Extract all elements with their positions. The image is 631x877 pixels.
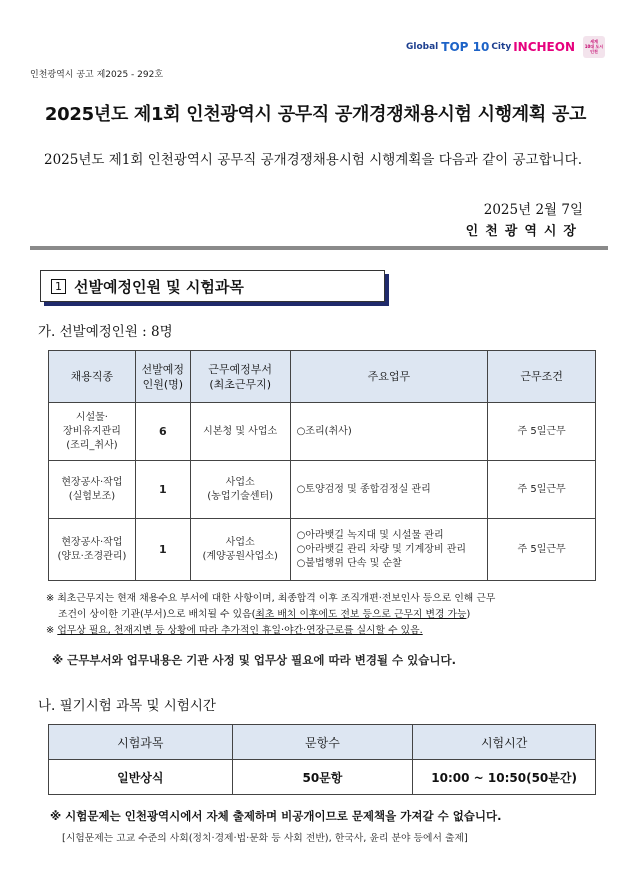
cell-subject: 일반상식 xyxy=(49,760,233,795)
incheon-logo xyxy=(406,36,605,58)
intro-paragraph: 2025년도 제1회 인천광역시 공무직 공개경쟁채용시험 시행계획을 다음과 같이 공고합니다. xyxy=(44,152,583,168)
section-number: 1 xyxy=(51,279,66,294)
section-heading xyxy=(40,270,385,302)
header-duties: 주요업무 xyxy=(290,351,488,403)
cell-time: 10:00 ~ 10:50(50분간) xyxy=(413,760,596,795)
cell-dept: 사업소 (계양공원사업소) xyxy=(190,519,290,581)
signer: 인천광역시장 xyxy=(465,224,583,239)
header-subject: 시험과목 xyxy=(49,725,233,760)
note-overtime: ※ 업무상 필요, 천재지변 등 상황에 따라 추가적인 휴일·야간·연장근로를 실시할 수 있음. xyxy=(46,625,423,636)
note-exam-scope: [시험문제는 고교 수준의 사회(정치·경제·법·문화 등 사회 전반), 한국사, 윤리 분야 등에서 출제] xyxy=(62,833,468,844)
cell-dept: 시본청 및 사업소 xyxy=(190,403,290,461)
header-job: 채용직종 xyxy=(49,351,136,403)
cell-duties: ○토양검정 및 종합검정실 관리 xyxy=(290,461,488,519)
notice-number: 인천광역시 공고 제2025 - 292호 xyxy=(30,70,164,80)
recruitment-table xyxy=(48,350,596,581)
note-workplace-cont: 조건이 상이한 기관(부서)으로 배치될 수 있음(최초 배치 이후에도 전보 등으로 근무지 변경 가능) xyxy=(58,609,471,620)
header-questions: 문항수 xyxy=(232,725,413,760)
exam-table xyxy=(48,724,596,795)
cell-duties: ○아라뱃길 녹지대 및 시설물 관리 ○아라뱃길 관리 차량 및 기계장비 관리 ○불법행위 단속 및 순찰 xyxy=(290,519,488,581)
table-row xyxy=(49,403,596,461)
cell-job: 현장공사·작업 (실험보조) xyxy=(49,461,136,519)
cell-questions: 50문항 xyxy=(232,760,413,795)
notice-date: 2025년 2월 7일 xyxy=(483,202,583,218)
header-conditions: 근무조건 xyxy=(488,351,596,403)
section-title: 선발예정인원 및 시험과목 xyxy=(74,277,244,296)
cell-job: 현장공사·작업 (양묘·조경관리) xyxy=(49,519,136,581)
logo-incheon-text: INCHEON xyxy=(513,40,575,54)
note-dept-change: ※ 근무부서와 업무내용은 기관 사정 및 업무상 필요에 따라 변경될 수 있습니다. xyxy=(52,653,456,667)
cell-job: 시설물· 장비유지관리 (조리_취사) xyxy=(49,403,136,461)
note-exam-nondisclosure: ※ 시험문제는 인천광역시에서 자체 출제하며 비공개이므로 문제책을 가져갈 수 없습니다. xyxy=(50,809,502,823)
table-header-row xyxy=(49,351,596,403)
cell-count: 1 xyxy=(135,519,190,581)
cell-conditions: 주 5일근무 xyxy=(488,403,596,461)
recruitment-notes xyxy=(46,591,602,639)
table-row xyxy=(49,760,596,795)
logo-global-text: Global xyxy=(406,42,439,52)
table-row xyxy=(49,519,596,581)
cell-count: 6 xyxy=(135,403,190,461)
subheading-recruitment: 가. 선발예정인원 : 8명 xyxy=(38,324,173,340)
logo-city-text: City xyxy=(491,42,512,52)
cell-conditions: 주 5일근무 xyxy=(488,519,596,581)
logo-badge-icon: 세계 10대 도시 인천 xyxy=(583,36,605,58)
page-title: 2025년도 제1회 인천광역시 공무직 공개경쟁채용시험 시행계획 공고 xyxy=(44,104,587,125)
note-workplace: ※ 최초근무지는 현재 채용수요 부서에 대한 사항이며, 최종합격 이후 조직개편·전보인사 등으로 인해 근무 xyxy=(46,593,496,604)
table-row xyxy=(49,461,596,519)
cell-conditions: 주 5일근무 xyxy=(488,461,596,519)
cell-duties: ○조리(취사) xyxy=(290,403,488,461)
header-time: 시험시간 xyxy=(413,725,596,760)
divider xyxy=(30,246,608,250)
logo-top10-text: TOP 10 xyxy=(441,40,490,54)
table-header-row xyxy=(49,725,596,760)
header-dept: 근무예정부서 (최초근무지) xyxy=(190,351,290,403)
cell-count: 1 xyxy=(135,461,190,519)
cell-dept: 사업소 (농업기술센터) xyxy=(190,461,290,519)
header-count: 선발예정 인원(명) xyxy=(135,351,190,403)
subheading-exam: 나. 필기시험 과목 및 시험시간 xyxy=(38,698,216,714)
